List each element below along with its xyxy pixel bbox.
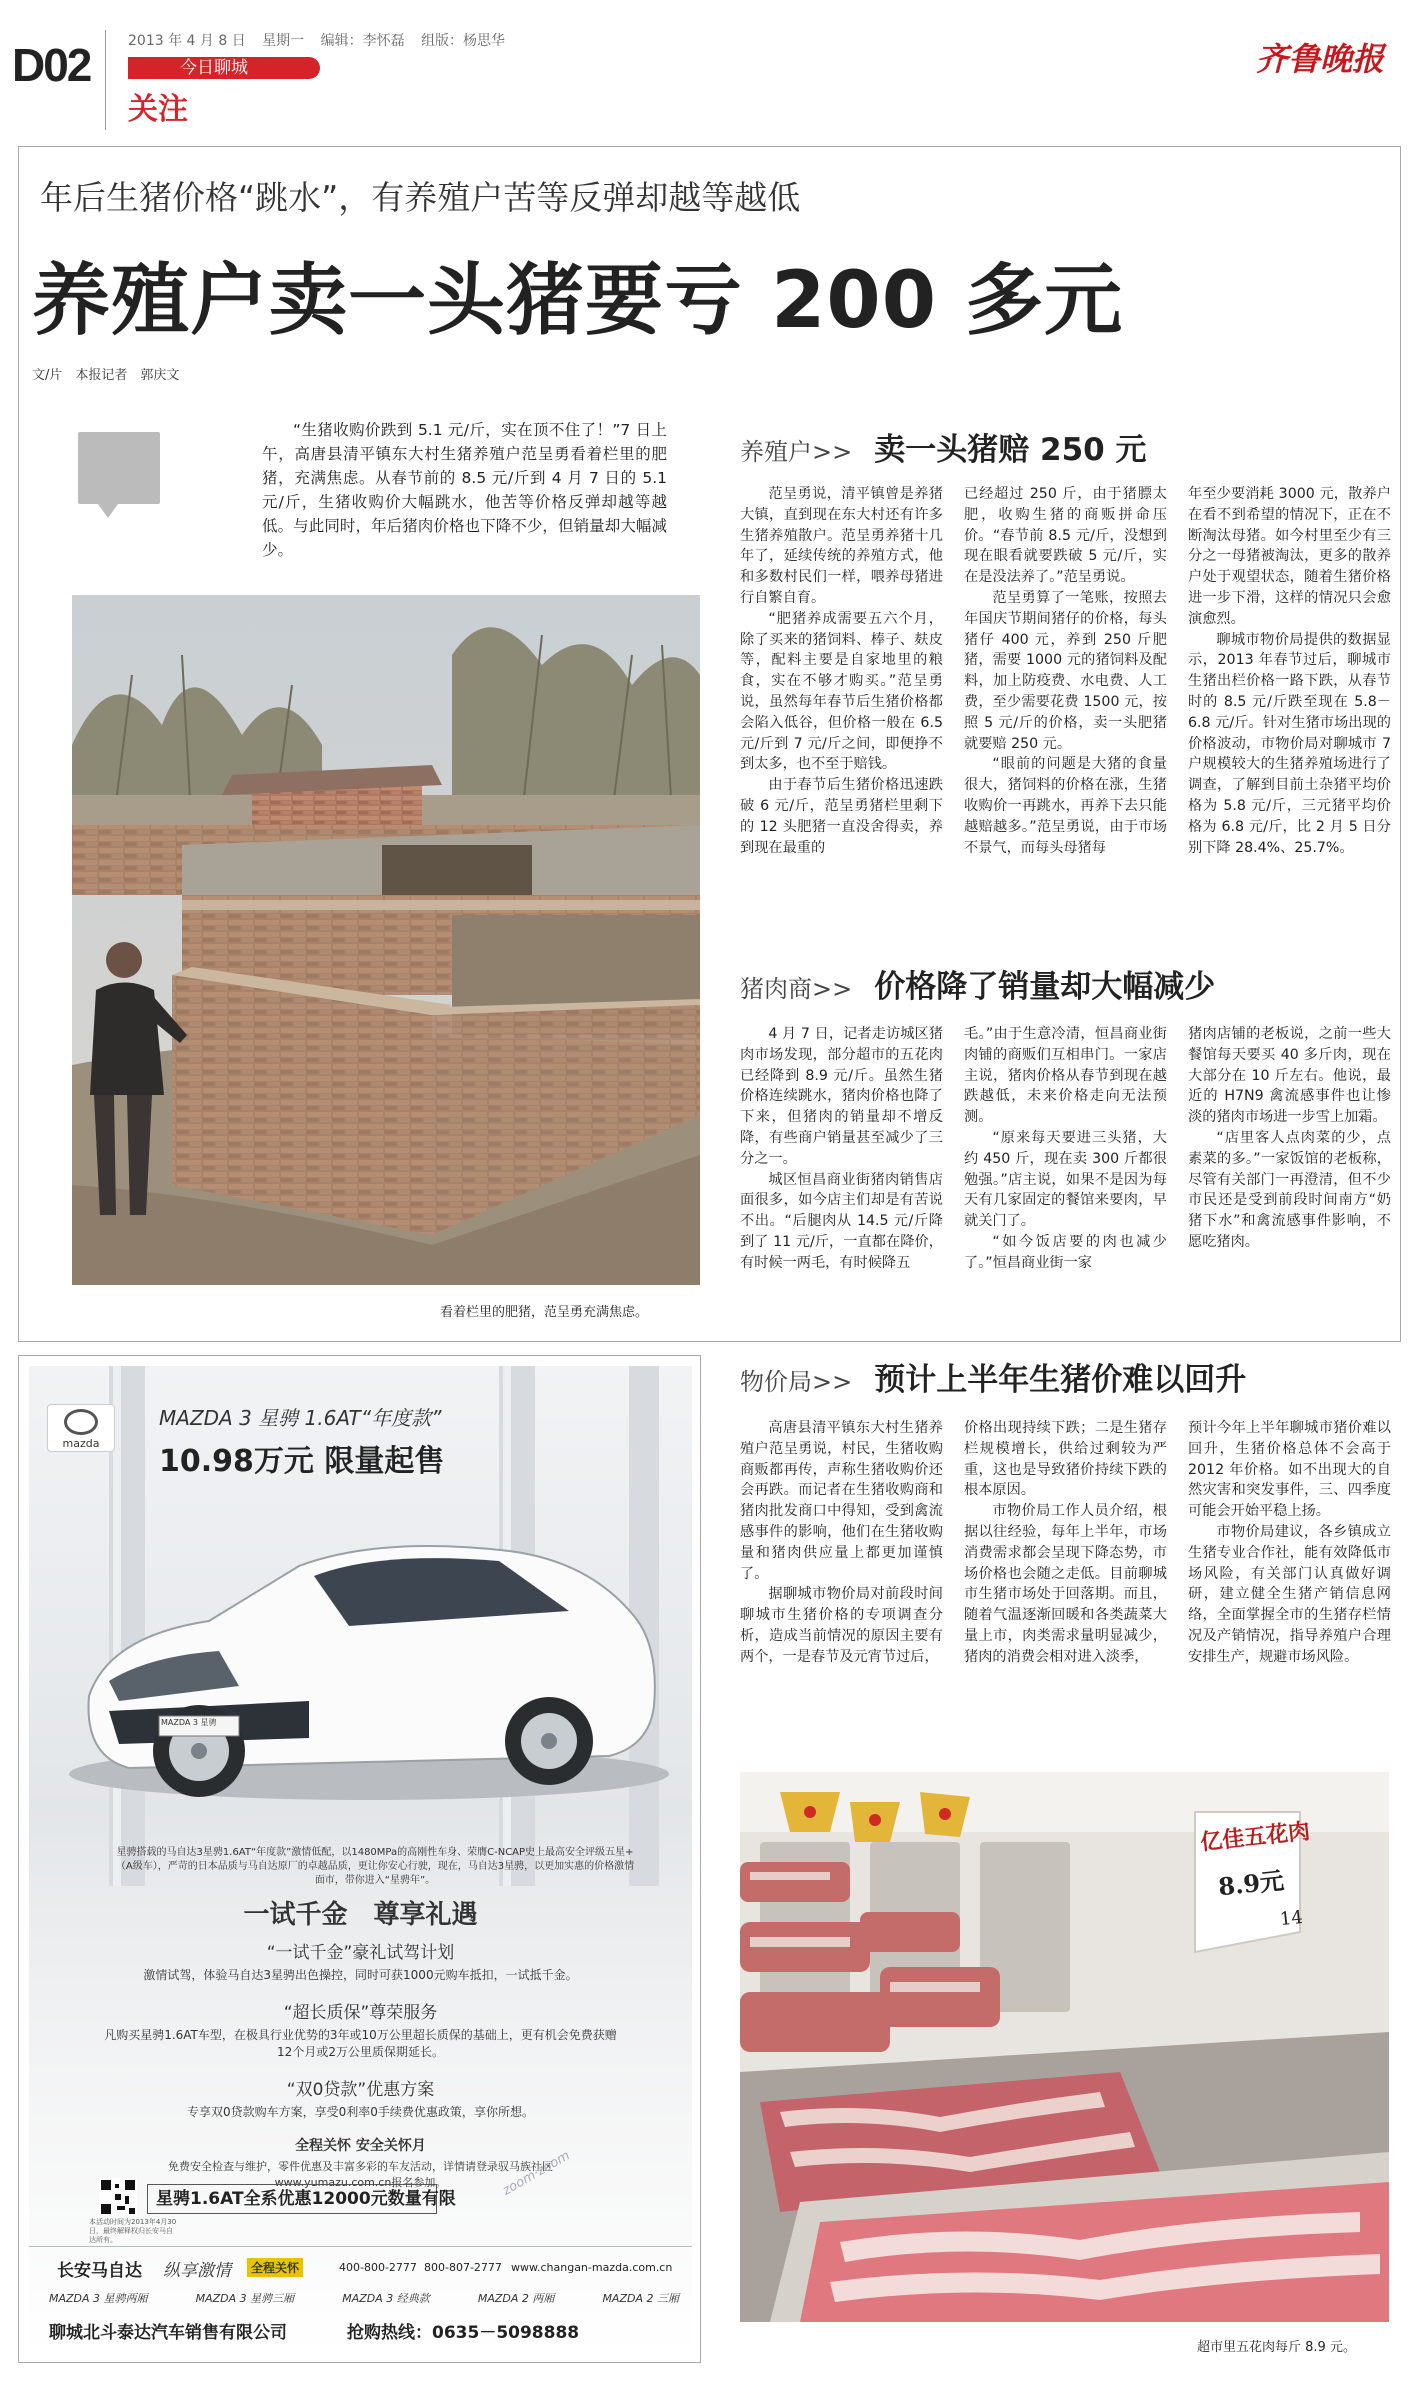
- paragraph: 范呈勇说，清平镇曾是养猪大镇，直到现在东大村还有许多生猪养殖散户。范呈勇养猪十几年了，延续传统的养殖方式，他和多数村民们一样，喂养母猪进行自繁自育。: [740, 486, 943, 606]
- qr-code-icon: [99, 2178, 137, 2216]
- paragraph: “眼前的问题是大猪的食量很大，猪饲料的价格在涨，生猪收购价一再跳水，再养下去只能越赔越多。”范呈勇说，由于市场不景气，而每头母猪每: [964, 756, 1167, 856]
- section2-title: 价格降了销量却大幅减少: [874, 969, 1216, 1005]
- license-plate: MAZDA 3 星骋: [161, 1718, 217, 1727]
- paragraph: 4 月 7 日，记者走访城区猪肉市场发现，部分超市的五花肉已经降到 8.9 元/斤。虽然生猪价格连续跳水，猪肉价格也降了下来，但猪肉的销量却不增反降，有些商户销量甚至减少了三分之一。: [740, 1026, 943, 1167]
- paragraph: 城区恒昌商业街猪肉销售店面很多，如今店主们却是有苦说不出。“后腿肉从 14.5 元/斤降到了 11 元/斤，一直都在降价，有时候一两毛，有时候降五: [740, 1171, 943, 1271]
- farmer-photo: [72, 595, 700, 1285]
- section3-title: 预计上半年生猪价难以回升: [874, 1362, 1247, 1398]
- section2-col3: [1188, 1024, 1391, 1253]
- lead-paragraph: “生猪收购价跌到 5.1 元/斤，实在顶不住了！”7 日上午，高唐县清平镇东大村生猪养殖户范呈勇看着栏里的肥猪，充满焦虑。从春节前的 8.5 元/斤到 4 月 7 日的 5.1 元/斤，生猪收购价大幅跳水，他苦等价格反弹却越等越低。与此同时，年后猪肉价格也下降不少，但销量却大幅减少。: [262, 421, 667, 559]
- offer-title: “一试千金”豪礼试驾计划: [266, 1943, 455, 1963]
- date: 2013 年 4 月 8 日: [128, 33, 246, 49]
- article-subtitle: 年后生猪价格“跳水”，有养殖户苦等反弹却越等越低: [40, 178, 801, 217]
- pork-counter-image: [740, 1772, 1389, 2322]
- paragraph: 价格出现持续下跌；二是生猪存栏规模增长，供给过剩较为严重，这也是导致猪价持续下跌的根本原因。: [964, 1420, 1167, 1499]
- paragraph: 范呈勇算了一笔账，按照去年国庆节期间猪仔的价格，每头猪仔 400 元，养到 250 斤肥猪，需要 1000 元的猪饲料及配料，加上防疫费、水电费、人工费，至少需要花费 1500 元，按照 5 元/斤的价格，卖一头肥猪就要赔 250 元。: [964, 589, 1167, 752]
- hotline-1: 400-800-2777: [339, 2261, 417, 2274]
- header-divider: [105, 30, 106, 130]
- ad-price: 10.98万元 限量起售: [159, 1444, 445, 1479]
- paragraph: 市物价局建议，各乡镇成立生猪专业合作社，能有效降低市场风险，有关部门认真做好调研，建立健全生猪产销信息网络，全面掌握全市的生猪存栏情况及产销情况，指导养殖户合理安排生产，规避市场风险。: [1188, 1523, 1391, 1665]
- care-title: 全程关怀 安全关怀月: [295, 2138, 426, 2154]
- paragraph: 聊城市物价局提供的数据显示，2013 年春节过后，聊城市生猪出栏价格一路下跌，从春节时的 8.5 元/斤跌至现在 5.8－6.8 元/斤。针对生猪市场出现的价格波动，市物价局对聊城市 7 户规模较大的生猪养殖场进行了调查，了解到目前土杂猪平均价格为 5.8 元/斤，三元猪平均价格为 6.8 元/斤，比 2 月 5 日分别下降 28.4%、25.7%。: [1188, 631, 1391, 856]
- model-item: MAZDA 3 经典款: [342, 2292, 430, 2305]
- page-number: D02: [12, 39, 91, 91]
- mazda-logo-text: mazda: [62, 1437, 100, 1450]
- paragraph: 猪肉店铺的老板说，之前一些大餐馆每天要买 40 多斤肉，现在大部分在 10 斤左右。他说，最近的 H7N9 禽流感事件也让惨淡的猪肉市场进一步雪上加霜。: [1188, 1026, 1391, 1126]
- ad-fine-print: 星骋搭载的马自达3星骋1.6AT“年度款”激情低配，以1480MPa的高刚性车身、荣膺C-NCAP史上最高安全评级五星+（A级车），严苛的日本品质与马自达原厂的卓越品质，更让你安心行驶，现在，马自达3星骋，以更加实惠的价格激情面市，带你进入“星骋年”。: [115, 1847, 635, 1886]
- section3-col3: [1188, 1418, 1391, 1668]
- paragraph: “肥猪养成需要五六个月，除了买来的猪饲料、棒子、麸皮等，配料主要是自家地里的粮食，实在不够才购买。”范呈勇说，虽然每年春节后生猪价格都会陷入低谷，但价格一般在 6.5 元/斤到 7 元/斤之间，即便挣不到太多，也不至于赔钱。: [740, 610, 943, 773]
- section3-col1: [740, 1418, 943, 1668]
- dealer-phone: [347, 2318, 579, 2343]
- paragraph: 市物价局工作人员介绍，根据以往经验，每年上半年，市场消费需求都会呈现下降态势，市场价格也会随之走低。目前聊城市生猪市场处于回落期。而且，随着气温逐渐回暖和各类蔬菜大量上市，肉类需求量明显减少，猪肉的消费会相对进入淡季，: [964, 1503, 1167, 1665]
- care-url: www.yumazu.com.cn报名参加。: [274, 2176, 447, 2189]
- care-desc: 免费安全检查与维护，零件优惠及丰富多彩的车友活动，详情请登录驭马族社区: [168, 2160, 553, 2173]
- slogan-logo: 纵享激情: [163, 2261, 231, 2281]
- section1-label: 养殖户>>: [740, 438, 853, 466]
- designer: 组版：杨思华: [421, 33, 506, 49]
- model-item: MAZDA 2 两厢: [477, 2292, 555, 2305]
- price-tag-product: 亿佳五花肉: [1199, 1818, 1312, 1856]
- model-list: [49, 2290, 679, 2306]
- paragraph: 由于春节后生猪价格迅速跌破 6 元/斤，范呈勇猪栏里剩下的 12 头肥猪一直没舍得卖，养到现在最重的: [740, 777, 943, 856]
- header-meta: [128, 30, 517, 50]
- discount-box: 星骋1.6AT全系优惠12000元数量有限: [147, 2184, 437, 2214]
- section-tag: 今日聊城: [128, 57, 320, 79]
- section3-heading: [740, 1354, 1246, 1399]
- weekday: 星期一: [262, 33, 305, 49]
- car-image: [49, 1506, 669, 1806]
- paragraph: 据聊城市物价局对前段时间聊城市生猪价格的专项调查分析，造成当前情况的原因主要有两个，一是春节及元宵节过后，: [740, 1586, 943, 1665]
- offer-desc: 专享双0贷款购车方案，享受0利率0手续费优惠政策，享你所想。: [187, 2105, 534, 2119]
- paragraph: 预计今年上半年聊城市猪价难以回升，生猪价格总体不会高于 2012 年价格。如不出现大的自然灾害和突发事件，三、四季度可能会开始平稳上扬。: [1188, 1420, 1391, 1520]
- website: www.changan-mazda.com.cn: [511, 2261, 673, 2274]
- paragraph: 年至少要消耗 3000 元，散养户在看不到希望的情况下，正在不断淘汰母猪。如今村里至少有三分之一母猪被淘汰，更多的散养户处于观望状态，随着生猪价格进一步下滑，这样的情况只会愈演愈烈。: [1188, 486, 1391, 627]
- mazda-emblem-icon: [64, 1409, 98, 1435]
- qr-note: 本活动时间为2013年4月30日，最终解释权归长安马自达所有。: [89, 2218, 177, 2244]
- section1-col2: [964, 484, 1167, 858]
- ad-panel: [29, 1366, 692, 2352]
- section1-heading: [740, 424, 1147, 469]
- offer-title: “超长质保”尊荣服务: [283, 2003, 438, 2023]
- pork-photo: [740, 1772, 1389, 2322]
- section2-heading: [740, 961, 1215, 1006]
- offer-title: “双0贷款”优惠方案: [286, 2080, 435, 2100]
- photo1-caption: 看着栏里的肥猪，范呈勇充满焦虑。: [440, 1305, 649, 1320]
- hotline-2: 800-807-2777: [424, 2261, 502, 2274]
- paragraph: “如今饭店要的肉也减少了。”恒昌商业街一家: [964, 1233, 1167, 1271]
- section2-col2: [964, 1024, 1167, 1274]
- byline: 文/片 本报记者 郭庆文: [32, 368, 180, 383]
- offer-desc: 凡购买星骋1.6AT车型，在极具行业优势的3年或10万公里超长质保的基础上，更有机会免费获赠12个月或2万公里质保期延长。: [104, 2028, 617, 2059]
- section3-label: 物价局>>: [740, 1368, 853, 1396]
- model-item: MAZDA 2 三厢: [602, 2292, 679, 2305]
- quote-icon: [78, 432, 160, 504]
- section-title: 关注: [128, 92, 188, 127]
- section1-col3: [1188, 484, 1391, 858]
- editor: 编辑：李怀磊: [320, 33, 405, 49]
- section3-col2: [964, 1418, 1167, 1668]
- section2-label: 猪肉商>>: [740, 975, 853, 1003]
- ad-offers: [29, 1938, 692, 2190]
- photo2-caption: 超市里五花肉每斤 8.9 元。: [1197, 2340, 1356, 2355]
- model-item: MAZDA 3 星骋三厢: [195, 2292, 295, 2305]
- section2-col1: [740, 1024, 943, 1274]
- price-tag-price: 8.9元: [1216, 1865, 1286, 1902]
- phone-number: 0635－5098888: [432, 2323, 580, 2343]
- car-advertisement: [18, 1355, 701, 2363]
- dealer-name: 聊城北斗泰达汽车销售有限公司: [49, 2323, 287, 2343]
- service-logo: 全程关怀: [247, 2258, 303, 2277]
- pig-pen-image: [72, 595, 700, 1285]
- article-headline: 养殖户卖一头猪要亏 200 多元: [32, 256, 1124, 346]
- ad-divider: [29, 2246, 692, 2247]
- ad-campaign: 一试千金 尊享礼遇: [243, 1900, 478, 1930]
- ad-model: MAZDA 3 星骋 1.6AT“年度款”: [159, 1406, 442, 1430]
- mazda-logo: [47, 1404, 115, 1452]
- changan-mazda-logo: 长安马自达: [57, 2261, 142, 2281]
- price-tag-number: 14: [1278, 1906, 1304, 1931]
- paragraph: 已经超过 250 斤，由于猪膘太肥，收购生猪的商贩拼命压价。“春节前 8.5 元/斤，没想到现在眼看就要跌破 5 元/斤，实在是没法养了。”范呈勇说。: [964, 486, 1167, 586]
- paragraph: “原来每天要进三头猪，大约 450 斤，现在卖 300 斤都很勉强。”店主说，如果不是因为每天有几家固定的餐馆来要肉，早就关门了。: [964, 1129, 1167, 1230]
- zoom-watermark: zoom·zoom: [500, 2148, 573, 2199]
- paragraph: 高唐县清平镇东大村生猪养殖户范呈勇说，村民，生猪收购商贩都再传，声称生猪收购价还会再跌。而记者在生猪收购商和猪肉批发商口中得知，受到禽流感事件的影响，他们在生猪收购量和猪肉供应量上都更加谨慎了。: [740, 1420, 943, 1582]
- section1-title: 卖一头猪赔 250 元: [874, 432, 1147, 468]
- phone-label: 抢购热线：: [347, 2323, 432, 2343]
- model-item: MAZDA 3 星骋两厢: [49, 2292, 148, 2305]
- section1-col1: [740, 484, 943, 858]
- paragraph: 毛。”由于生意冷清，恒昌商业街肉铺的商贩们互相串门。一家店主说，猪肉价格从春节到现在越跌越低，未来价格走向无法预测。: [964, 1026, 1167, 1126]
- paragraph: “店里客人点肉菜的少，点素菜的多。”一家饭馆的老板称，尽管有关部门一再澄清，但不少市民还是受到前段时间南方“奶猪下水”和禽流感事件影响，不愿吃猪肉。: [1188, 1129, 1391, 1250]
- newspaper-logo: 齐鲁晚报: [1256, 40, 1385, 78]
- offer-desc: 激情试驾，体验马自达3星骋出色操控，同时可获1000元购车抵扣，一试抵千金。: [143, 1968, 578, 1982]
